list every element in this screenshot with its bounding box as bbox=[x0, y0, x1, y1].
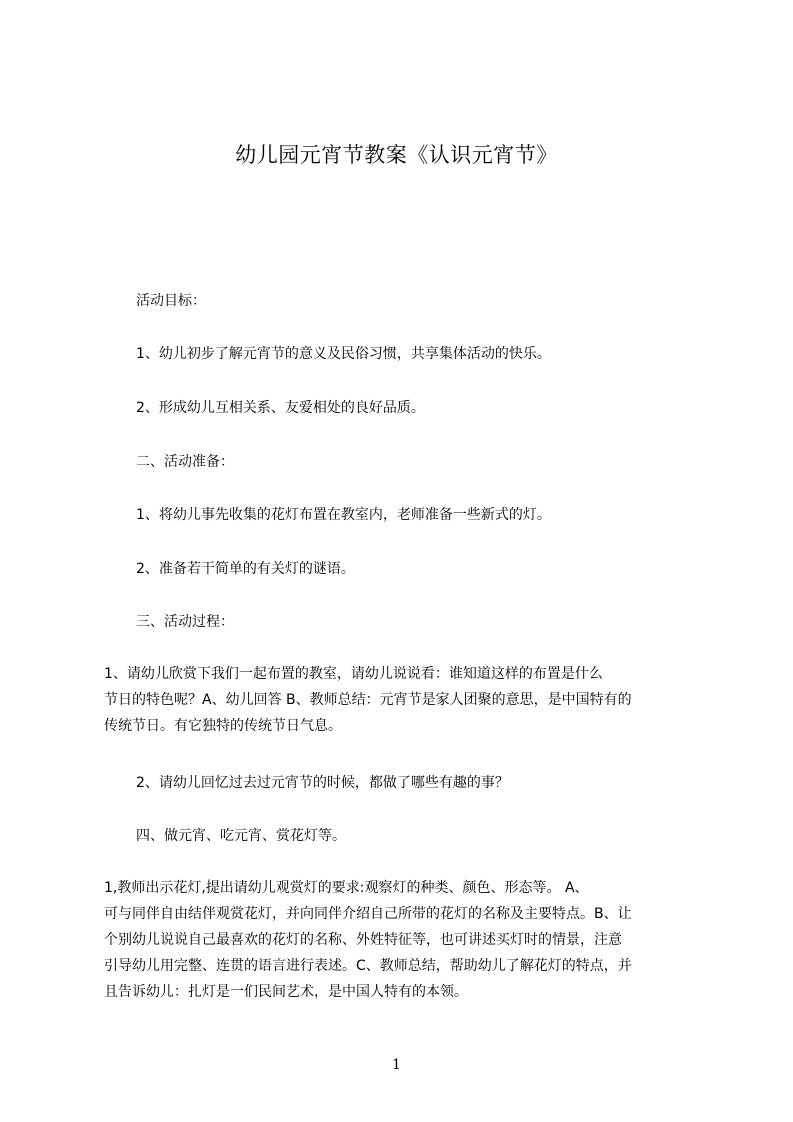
paragraph-line: 节日的特色呢？A、幼儿回答 B、教师总结：元宵节是家人团聚的意思，是中国特有的 bbox=[104, 692, 632, 708]
paragraph-line: 可与同伴自由结伴观赏花灯，并向同伴介绍自己所带的花灯的名称及主要特点。B、让 bbox=[104, 906, 632, 922]
four-paragraph-1 bbox=[104, 875, 704, 1005]
section-heading-four: 四、做元宵、吃元宵、赏花灯等。 bbox=[136, 828, 346, 844]
process-item-2: 2、请幼儿回忆过去过元宵节的时候，都做了哪些有趣的事？ bbox=[136, 775, 509, 791]
section-heading-process: 三、活动过程： bbox=[136, 614, 234, 630]
process-paragraph-1 bbox=[104, 661, 704, 739]
document-title: 幼儿园元宵节教案《认识元宵节》 bbox=[235, 143, 558, 167]
paragraph-line: 传统节日。有它独特的传统节日气息。 bbox=[104, 718, 342, 734]
goal-item-2: 2、形成幼儿互相关系、友爱相处的良好品质。 bbox=[136, 400, 425, 416]
paragraph-line: 且告诉幼儿：扎灯是一们民间艺术，是中国人特有的本领。 bbox=[104, 984, 468, 1000]
paragraph-line: 引导幼儿用完整、连贯的语言进行表述。C、教师总结，帮助幼儿了解花灯的特点，并 bbox=[104, 958, 632, 974]
goal-item-1: 1、幼儿初步了解元宵节的意义及民俗习惯，共享集体活动的快乐。 bbox=[136, 346, 551, 362]
prep-item-1: 1、将幼儿事先收集的花灯布置在教室内，老师准备一些新式的灯。 bbox=[136, 507, 551, 523]
section-heading-goals: 活动目标： bbox=[136, 293, 206, 309]
section-heading-preparation: 二、活动准备： bbox=[136, 454, 234, 470]
paragraph-line: 1,教师出示花灯,提出请幼儿观赏灯的要求:观察灯的种类、颜色、形态等。 A、 bbox=[104, 880, 589, 896]
page-number: 1 bbox=[392, 1057, 401, 1073]
prep-item-2: 2、准备若干简单的有关灯的谜语。 bbox=[136, 561, 355, 577]
paragraph-line: 个别幼儿说说自己最喜欢的花灯的名称、外姓特征等，也可讲述买灯时的情景，注意 bbox=[104, 932, 622, 948]
paragraph-line: 1、请幼儿欣赏下我们一起布置的教室，请幼儿说说看：谁知道这样的布置是什么 bbox=[104, 666, 603, 682]
